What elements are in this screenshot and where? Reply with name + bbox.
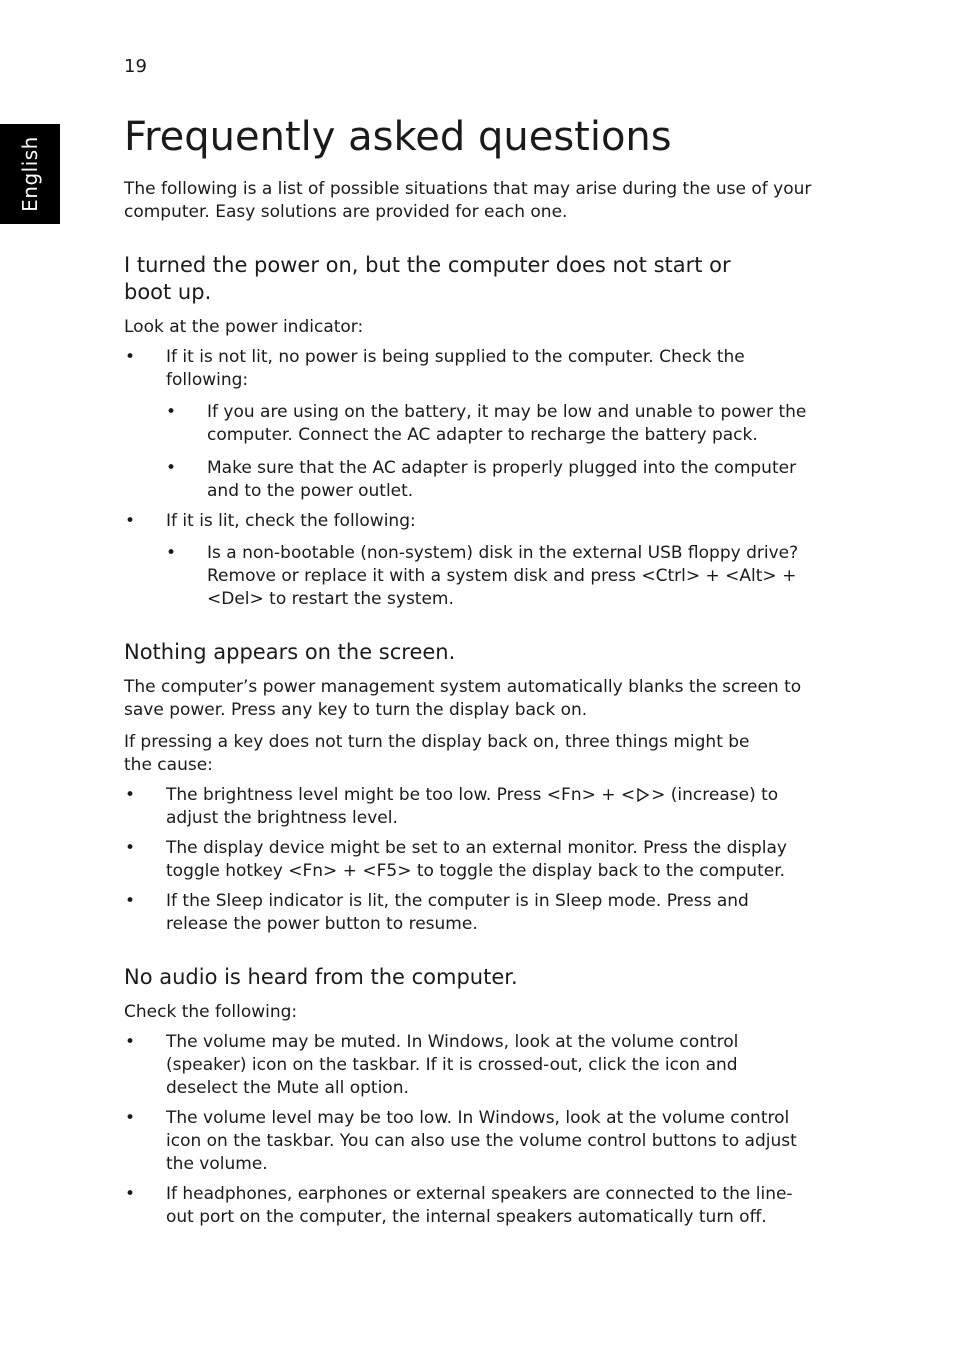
brightness-increase-icon	[636, 788, 650, 802]
bullet-icon: •	[125, 1184, 136, 1204]
bullet-icon: •	[166, 543, 177, 563]
screen-paragraph-1: The computer’s power management system automatically blanks the screen to save power. Press any key to turn the display back on.	[124, 677, 802, 720]
section-heading-screen: Nothing appears on the screen.	[124, 640, 456, 664]
bullet-icon: •	[125, 891, 136, 911]
key-del: Del	[221, 589, 250, 609]
key-alt: Alt	[739, 566, 763, 586]
section-heading-audio: No audio is heard from the computer.	[124, 965, 518, 989]
key-fn: Fn	[561, 785, 582, 805]
list-item	[124, 1183, 814, 1229]
list-item-text: The volume may be muted. In Windows, look at the volume control (speaker) icon on the taskbar. If it is crossed-out, click the icon and deselect the Mute all option.	[166, 1032, 739, 1098]
list-item-text: If the Sleep indicator is lit, the computer is in Sleep mode. Press and release the power button to resume.	[166, 891, 749, 934]
list-item-text: The brightness level might be too low. Press <Fn> + < > (increase) to adjust the brightness level.	[166, 785, 779, 828]
bullet-icon: •	[125, 511, 136, 531]
list-item-text: If it is lit, check the following:	[166, 511, 416, 531]
bullet-icon: •	[125, 1108, 136, 1128]
bullet-icon: •	[125, 838, 136, 858]
list-item	[124, 1107, 814, 1176]
list-item-text: If it is not lit, no power is being supplied to the computer. Check the following:	[166, 347, 745, 390]
list-item	[124, 890, 814, 936]
list-item	[166, 457, 814, 503]
section-heading-power: I turned the power on, but the computer does not start or boot up.	[124, 253, 731, 304]
list-item-text: If you are using on the battery, it may be low and unable to power the computer. Connect the AC adapter to recharge the battery pack.	[207, 402, 807, 445]
list-item-text: Is a non-bootable (non-system) disk in the external USB floppy drive? Remove or replace it with a system disk and press <Ctrl> + <Alt> + <Del> to restart the system.	[207, 543, 799, 609]
list-item	[166, 401, 814, 447]
bullet-icon: •	[125, 1032, 136, 1052]
list-item-text: Make sure that the AC adapter is properly plugged into the computer and to the power outlet.	[207, 458, 797, 501]
language-tab	[0, 124, 60, 224]
intro-paragraph: The following is a list of possible situations that may arise during the use of your computer. Easy solutions are provided for each one.	[124, 179, 812, 222]
list-item-text: The volume level may be too low. In Windows, look at the volume control icon on the taskbar. You can also use the volume control buttons to adjust the volume.	[166, 1108, 797, 1174]
language-tab-label: English	[18, 136, 42, 212]
bullet-icon: •	[125, 785, 136, 805]
list-item	[124, 346, 814, 392]
screen-paragraph-2: If pressing a key does not turn the display back on, three things might be the cause:	[124, 732, 750, 775]
list-item	[124, 837, 814, 883]
key-f5: F5	[376, 861, 398, 881]
bullet-icon: •	[166, 458, 177, 478]
page-number: 19	[124, 56, 147, 77]
page-title: Frequently asked questions	[124, 114, 672, 160]
list-item	[166, 542, 814, 611]
list-item	[124, 1031, 814, 1100]
mute-all-option-label: Mute all	[276, 1078, 345, 1098]
list-item	[124, 784, 814, 830]
list-item	[124, 510, 416, 533]
bullet-icon: •	[166, 402, 177, 422]
power-lead: Look at the power indicator:	[124, 317, 364, 337]
key-ctrl: Ctrl	[655, 566, 686, 586]
bullet-icon: •	[125, 347, 136, 367]
key-fn: Fn	[302, 861, 324, 881]
list-item-text: The display device might be set to an external monitor. Press the display toggle hotkey <Fn> + <F5> to toggle the display back to the computer.	[166, 838, 787, 881]
audio-lead: Check the following:	[124, 1002, 298, 1022]
list-item-text: If headphones, earphones or external speakers are connected to the line-out port on the computer, the internal speakers automatically turn off.	[166, 1184, 793, 1227]
